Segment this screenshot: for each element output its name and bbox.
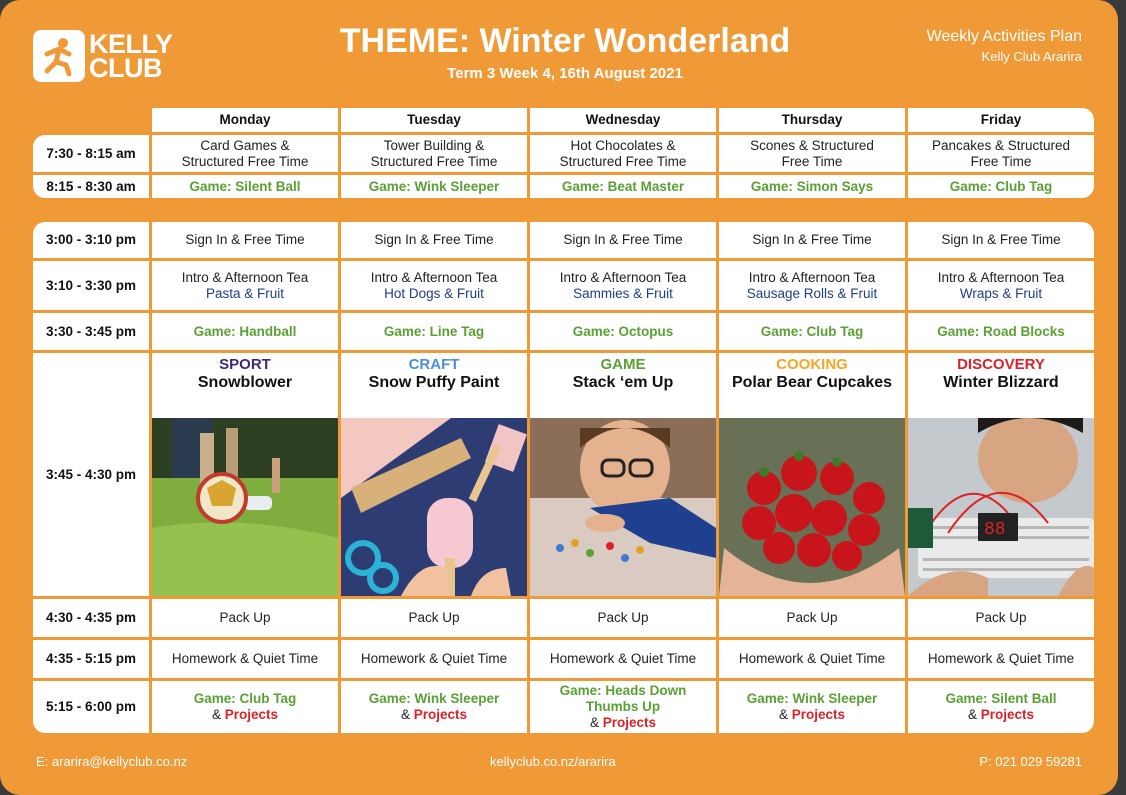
activity-line: Free Time xyxy=(781,153,843,169)
time-slot: 3:10 - 3:30 pm xyxy=(33,261,149,310)
activity-category: SPORT xyxy=(219,356,271,373)
tea-food: Wraps & Fruit xyxy=(959,285,1043,301)
time-slot: 3:00 - 3:10 pm xyxy=(33,222,149,258)
ampersand: & xyxy=(967,707,977,722)
morning-game: Game: Simon Says xyxy=(719,175,905,198)
activity-category: GAME xyxy=(600,356,646,373)
day-header-friday: Friday xyxy=(908,108,1094,132)
plan-title: Weekly Activities Plan xyxy=(926,28,1082,45)
activity-category: CRAFT xyxy=(408,356,460,373)
ampersand: & xyxy=(778,707,788,722)
morning-activity xyxy=(719,135,905,172)
morning-game: Game: Beat Master xyxy=(530,175,716,198)
morning-game: Game: Wink Sleeper xyxy=(341,175,527,198)
logo-line1: KELLY xyxy=(89,29,173,59)
activity-category: COOKING xyxy=(776,356,848,373)
final-game-cell xyxy=(530,681,716,733)
time-slot: 3:30 - 3:45 pm xyxy=(33,313,149,350)
final-game-cell xyxy=(341,681,527,733)
activity-line: Tower Building & xyxy=(383,137,485,153)
afternoon-tea-cell xyxy=(530,261,716,310)
projects-label: Projects xyxy=(602,715,657,730)
schedule-table xyxy=(33,108,1094,733)
plan-location: Kelly Club Ararira xyxy=(981,49,1082,64)
electronics-photo xyxy=(908,418,1094,596)
activity-line: Structured Free Time xyxy=(559,153,687,169)
soccer-photo xyxy=(152,418,338,596)
afternoon-game: Game: Octopus xyxy=(530,313,716,350)
afternoon-game: Game: Road Blocks xyxy=(908,313,1094,350)
signin-cell: Sign In & Free Time xyxy=(152,222,338,258)
packup-cell: Pack Up xyxy=(530,599,716,637)
activity-title: Snow Puffy Paint xyxy=(368,374,500,391)
projects-label: Projects xyxy=(980,707,1035,722)
afternoon-tea-cell xyxy=(908,261,1094,310)
packup-cell: Pack Up xyxy=(152,599,338,637)
projects-label: Projects xyxy=(791,707,846,722)
final-game-line: Game: Heads Down xyxy=(559,683,687,698)
craft-photo xyxy=(341,418,527,596)
activity-line: Structured Free Time xyxy=(181,153,309,169)
activity-line: Structured Free Time xyxy=(370,153,498,169)
strawberries-photo xyxy=(719,418,905,596)
packup-cell: Pack Up xyxy=(908,599,1094,637)
tea-food: Sammies & Fruit xyxy=(573,285,673,301)
signin-cell: Sign In & Free Time xyxy=(719,222,905,258)
ampersand: & xyxy=(400,707,410,722)
block-spacer xyxy=(33,201,149,219)
activity-cell xyxy=(530,353,716,596)
projects-line xyxy=(968,707,1034,723)
logo-wordmark xyxy=(89,29,173,83)
afternoon-game: Game: Club Tag xyxy=(719,313,905,350)
final-game-line: Game: Wink Sleeper xyxy=(746,691,878,706)
plan-heading xyxy=(927,28,1082,64)
day-header-monday: Monday xyxy=(152,108,338,132)
activity-line: Scones & Structured xyxy=(750,137,874,153)
activity-title: Polar Bear Cupcakes xyxy=(731,374,893,391)
running-figure-icon xyxy=(33,30,85,82)
final-game-cell xyxy=(719,681,905,733)
activity-cell xyxy=(341,353,527,596)
corner-blank xyxy=(33,108,149,132)
tea-label: Intro & Afternoon Tea xyxy=(559,269,687,285)
morning-activity xyxy=(530,135,716,172)
tea-food: Sausage Rolls & Fruit xyxy=(746,285,878,301)
activity-cell xyxy=(908,353,1094,596)
tea-label: Intro & Afternoon Tea xyxy=(748,269,876,285)
morning-activity xyxy=(152,135,338,172)
homework-cell: Homework & Quiet Time xyxy=(530,640,716,678)
morning-game: Game: Club Tag xyxy=(908,175,1094,198)
activity-title: Snowblower xyxy=(197,374,293,391)
final-game-cell xyxy=(152,681,338,733)
page-title: THEME: Winter Wonderland xyxy=(339,22,791,60)
final-game-cell xyxy=(908,681,1094,733)
afternoon-tea-cell xyxy=(719,261,905,310)
morning-activity xyxy=(341,135,527,172)
signin-cell: Sign In & Free Time xyxy=(341,222,527,258)
homework-cell: Homework & Quiet Time xyxy=(908,640,1094,678)
activity-title: Winter Blizzard xyxy=(943,374,1059,391)
tea-label: Intro & Afternoon Tea xyxy=(937,269,1065,285)
tea-food: Pasta & Fruit xyxy=(205,285,285,301)
activity-category: DISCOVERY xyxy=(957,356,1045,373)
afternoon-tea-cell xyxy=(341,261,527,310)
ampersand: & xyxy=(589,715,599,730)
activity-cell xyxy=(719,353,905,596)
projects-line xyxy=(212,707,278,723)
tea-food: Hot Dogs & Fruit xyxy=(384,285,484,301)
day-header-tuesday: Tuesday xyxy=(341,108,527,132)
block-spacer xyxy=(719,201,905,219)
footer-website: kellyclub.co.nz/ararira xyxy=(490,754,616,769)
activity-line: Free Time xyxy=(970,153,1032,169)
activity-line: Pancakes & Structured xyxy=(931,137,1071,153)
afternoon-game: Game: Handball xyxy=(152,313,338,350)
time-slot: 8:15 - 8:30 am xyxy=(33,175,149,198)
ampersand: & xyxy=(211,707,221,722)
logo-line2: CLUB xyxy=(89,53,162,83)
final-game-line: Game: Wink Sleeper xyxy=(368,691,500,706)
signin-cell: Sign In & Free Time xyxy=(908,222,1094,258)
tea-label: Intro & Afternoon Tea xyxy=(370,269,498,285)
projects-label: Projects xyxy=(413,707,468,722)
activity-cell xyxy=(152,353,338,596)
afternoon-tea-cell xyxy=(152,261,338,310)
day-header-wednesday: Wednesday xyxy=(530,108,716,132)
marbles-photo xyxy=(530,418,716,596)
footer-phone: P: 021 029 59281 xyxy=(979,754,1082,769)
afternoon-game: Game: Line Tag xyxy=(341,313,527,350)
projects-line xyxy=(590,715,656,731)
block-spacer xyxy=(152,201,338,219)
footer-email: E: ararira@kellyclub.co.nz xyxy=(36,754,188,769)
projects-label: Projects xyxy=(224,707,279,722)
time-slot: 5:15 - 6:00 pm xyxy=(33,681,149,733)
final-game-line: Game: Club Tag xyxy=(193,691,297,706)
block-spacer xyxy=(530,201,716,219)
signin-cell: Sign In & Free Time xyxy=(530,222,716,258)
projects-line xyxy=(401,707,467,723)
time-slot: 7:30 - 8:15 am xyxy=(33,135,149,172)
kelly-club-logo xyxy=(33,30,173,82)
homework-cell: Homework & Quiet Time xyxy=(341,640,527,678)
block-spacer xyxy=(908,201,1094,219)
block-spacer xyxy=(341,201,527,219)
time-slot: 4:30 - 4:35 pm xyxy=(33,599,149,637)
day-header-thursday: Thursday xyxy=(719,108,905,132)
time-slot: 3:45 - 4:30 pm xyxy=(33,353,149,596)
page-subtitle: Term 3 Week 4, 16th August 2021 xyxy=(447,65,683,82)
activity-line: Card Games & xyxy=(200,137,290,153)
final-game-line: Game: Silent Ball xyxy=(945,691,1057,706)
time-slot: 4:35 - 5:15 pm xyxy=(33,640,149,678)
svg-text:88: 88 xyxy=(984,520,1006,540)
activity-title: Stack ‘em Up xyxy=(572,374,674,391)
activity-line: Hot Chocolates & xyxy=(570,137,676,153)
packup-cell: Pack Up xyxy=(719,599,905,637)
morning-game: Game: Silent Ball xyxy=(152,175,338,198)
packup-cell: Pack Up xyxy=(341,599,527,637)
final-game-line: Thumbs Up xyxy=(585,699,661,714)
tea-label: Intro & Afternoon Tea xyxy=(181,269,309,285)
morning-activity xyxy=(908,135,1094,172)
homework-cell: Homework & Quiet Time xyxy=(152,640,338,678)
homework-cell: Homework & Quiet Time xyxy=(719,640,905,678)
projects-line xyxy=(779,707,845,723)
